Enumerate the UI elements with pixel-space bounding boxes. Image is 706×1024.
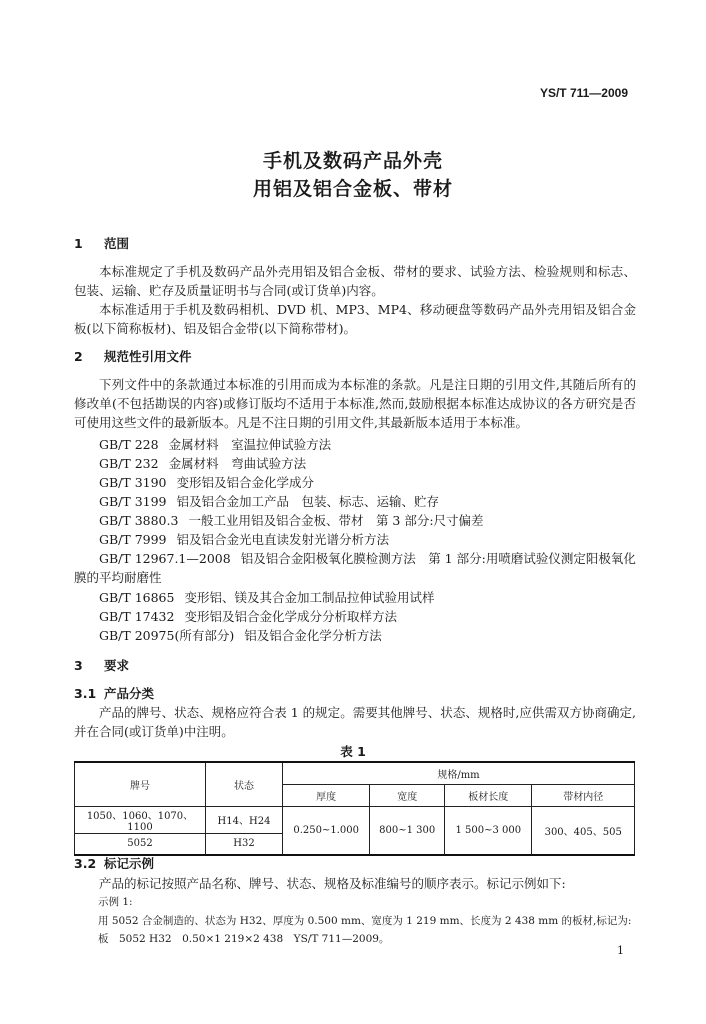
document-title-line2: 用铝及铝合金板、带材: [252, 178, 453, 200]
reference-code: GB/T 16865: [99, 590, 175, 605]
example-mark: 板 5052 H32 0.50×1 219×2 438 YS/T 711—2009。: [98, 933, 390, 945]
document-title-line1: 手机及数码产品外壳: [262, 150, 443, 172]
subsection-title: 标记示例: [104, 856, 155, 871]
cell-width: 800~1 300: [370, 806, 445, 855]
subsection-title: 产品分类: [104, 686, 155, 701]
reference-title: 变形铝、镁及其合金加工制品拉伸试验用试样: [184, 590, 435, 605]
reference-code: GB/T 3190: [99, 475, 167, 490]
reference-title: 变形铝及铝合金化学成分分析取样方法: [184, 609, 397, 624]
reference-code: GB/T 3880.3: [99, 513, 179, 528]
table-row: [75, 806, 635, 833]
cell-temper: H32: [206, 833, 283, 855]
subsection-3-2-paragraph: 产品的标记按照产品名称、牌号、状态、规格及标准编号的顺序表示。标记示例如下:: [99, 876, 566, 891]
reference-item: [99, 492, 439, 510]
cell-thickness: 0.250~1.000: [283, 806, 370, 855]
subsection-3-2-heading: [74, 854, 154, 872]
section-2-intro: 下列文件中的条款通过本标准的引用而成为本标准的条款。凡是注日期的引用文件,其随后所有的修改单(不包括勘误的内容)或修订版均不适用于本标准,然而,鼓励根据本标准达成协议的各方研究是否可使用这些文件的最新版本。凡是不注日期的引用文件,其最新版本适用于本标准。: [74, 377, 636, 430]
reference-code: GB/T 3199: [99, 494, 167, 509]
cell-grade: 1050、1060、1070、1100: [75, 806, 206, 833]
header-temper: 状态: [206, 762, 283, 806]
section-1-heading: [74, 234, 129, 252]
reference-title: 一般工业用铝及铝合金板、带材 第 3 部分:尺寸偏差: [188, 513, 484, 528]
reference-title: 金属材料 弯曲试验方法: [168, 456, 307, 471]
reference-title: 金属材料 室温拉伸试验方法: [168, 437, 332, 452]
page-number: 1: [617, 944, 624, 957]
reference-item: [99, 607, 397, 625]
cell-length: 1 500~3 000: [445, 806, 532, 855]
reference-item: [99, 454, 306, 472]
section-number: 3: [74, 658, 83, 673]
header-coil-id: 带材内径: [532, 784, 635, 806]
cell-grade: 5052: [75, 833, 206, 855]
section-title: 要求: [104, 658, 130, 673]
reference-code: GB/T 7999: [99, 532, 167, 547]
cell-temper: H14、H24: [206, 806, 283, 833]
reference-code: GB/T 228: [99, 437, 159, 452]
reference-title: 铝及铝合金加工产品 包装、标志、运输、贮存: [176, 494, 440, 509]
standard-number: YS/T 711—2009: [539, 86, 628, 100]
reference-item: [99, 530, 389, 548]
reference-title: 铝及铝合金阳极氧化膜检测方法 第 1 部分:用喷磨试验仪测定阳极氧化膜的平均耐磨性: [74, 551, 636, 585]
example-text: 用 5052 合金制造的、状态为 H32、厚度为 0.500 mm、宽度为 1 219 mm、长度为 2 438 mm 的板材,标记为:: [98, 915, 632, 927]
header-grade: 牌号: [75, 762, 206, 806]
section-title: 规范性引用文件: [104, 349, 192, 364]
reference-item: [99, 511, 484, 529]
subsection-3-1-heading: [74, 684, 154, 702]
section-2-heading: [74, 347, 192, 365]
reference-item: [99, 435, 331, 453]
reference-code: GB/T 20975(所有部分): [99, 628, 235, 643]
subsection-3-1-paragraph: 产品的牌号、状态、规格应符合表 1 的规定。需要其他牌号、状态、规格时,应供需双方协商确定,并在合同(或订货单)中注明。: [74, 705, 636, 739]
table-caption: 表 1: [340, 744, 366, 759]
header-length: 板材长度: [445, 784, 532, 806]
reference-code: GB/T 17432: [99, 609, 175, 624]
section-number: 2: [74, 349, 83, 364]
subsection-number: 3.2: [74, 856, 97, 871]
section-number: 1: [74, 236, 83, 251]
reference-item: [74, 549, 638, 587]
reference-item: [99, 626, 382, 644]
section-title: 范围: [104, 236, 130, 251]
reference-title: 铝及铝合金光电直读发射光谱分析方法: [176, 532, 390, 547]
header-thickness: 厚度: [283, 784, 370, 806]
subsection-number: 3.1: [74, 686, 97, 701]
section-3-heading: [74, 656, 129, 674]
section-1-paragraph-1: 本标准规定了手机及数码产品外壳用铝及铝合金板、带材的要求、试验方法、检验规则和标志、包装、运输、贮存及质量证明书与合同(或订货单)内容。: [74, 264, 636, 298]
example-label: 示例 1:: [98, 896, 133, 908]
reference-item: [99, 588, 434, 606]
reference-item: [99, 473, 314, 491]
section-1-paragraph-2: 本标准适用于手机及数码相机、DVD 机、MP3、MP4、移动硬盘等数码产品外壳用铝及铝合金板(以下简称板材)、铝及铝合金带(以下简称带材)。: [74, 302, 636, 336]
header-width: 宽度: [370, 784, 445, 806]
reference-title: 铝及铝合金化学分析方法: [244, 628, 382, 643]
reference-code: GB/T 12967.1—2008: [99, 551, 231, 566]
cell-coil-id: 300、405、505: [532, 806, 635, 855]
spec-table: [74, 761, 635, 856]
header-spec: 规格/mm: [283, 762, 635, 784]
reference-title: 变形铝及铝合金化学成分: [176, 475, 315, 490]
reference-code: GB/T 232: [99, 456, 159, 471]
